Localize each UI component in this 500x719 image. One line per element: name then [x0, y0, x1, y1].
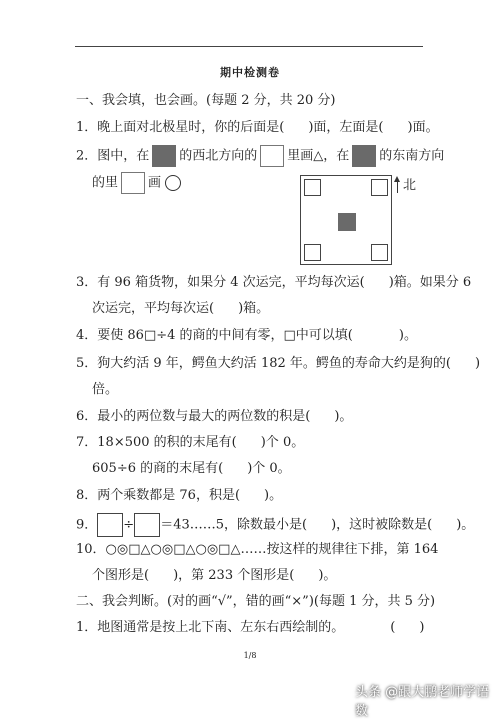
- question-3-line2: 次运完，平均每次运( )箱。: [92, 301, 270, 316]
- north-arrow-icon: [397, 176, 399, 192]
- question-9: 9． ÷ ＝43……5，除数最小是( )，这时被除数是( )。: [76, 513, 474, 537]
- question-5-line1: 5．狗大约活 9 年，鳄鱼大约活 182 年。鳄鱼的寿命大约是狗的( ): [76, 356, 481, 371]
- page-number: 1/8: [243, 651, 257, 660]
- question-5-line2: 倍。: [92, 382, 119, 397]
- question-6: 6．最小的两位数与最大的两位数的积是( )。: [76, 409, 353, 424]
- direction-diagram: [300, 175, 392, 265]
- section2-heading: 二、我会判断。(对的画“√”，错的画“×”)(每题 1 分，共 5 分): [76, 594, 436, 609]
- gray-square-icon: [152, 145, 176, 167]
- judge-question-1: 1．地图通常是按上北下南、左东右西绘制的。 ( ): [76, 620, 425, 635]
- white-square-icon: [260, 145, 284, 167]
- section1-heading: 一、我会填，也会画。(每题 2 分，共 20 分): [76, 93, 336, 108]
- corner-box-sw[interactable]: [304, 244, 321, 261]
- question-1: 1．晚上面对北极星时，你的后面是( )面，左面是( )面。: [76, 120, 439, 135]
- question-8: 8．两个乘数都是 76，积是( )。: [76, 488, 283, 503]
- divisor-box[interactable]: [134, 513, 160, 537]
- corner-box-nw[interactable]: [304, 179, 321, 196]
- center-gray-square: [338, 213, 356, 231]
- circle-icon: [165, 175, 181, 191]
- top-rule: [75, 46, 423, 47]
- corner-box-se[interactable]: [371, 244, 388, 261]
- watermark: 头条 @跟大鹏老师学语数: [355, 685, 490, 719]
- dividend-box[interactable]: [97, 513, 123, 537]
- north-label: 北: [403, 178, 417, 193]
- question-10-line1: 10．○◎□△○◎□△○◎□△……按这样的规律往下排，第 164: [76, 542, 439, 557]
- question-2-line2: 的里 画: [92, 172, 181, 194]
- question-7-line1: 7．18×500 的积的末尾有( )个 0。: [76, 435, 305, 450]
- corner-box-ne[interactable]: [371, 179, 388, 196]
- question-7-line2: 605÷6 的商的末尾有( )个 0。: [92, 461, 291, 476]
- gray-square-icon: [352, 145, 376, 167]
- question-10-line2: 个图形是( )，第 233 个图形是( )。: [92, 568, 337, 583]
- white-square-icon: [121, 172, 145, 194]
- page-title: 期中检测卷: [220, 66, 280, 79]
- question-4: 4．要使 86□÷4 的商的中间有零，□中可以填( )。: [76, 328, 417, 343]
- question-3-line1: 3．有 96 箱货物，如果分 4 次运完，平均每次运( )箱。如果分 6: [76, 275, 472, 290]
- question-2-line1: 2．图中，在 的西北方向的 里画△，在 的东南方向: [76, 145, 444, 167]
